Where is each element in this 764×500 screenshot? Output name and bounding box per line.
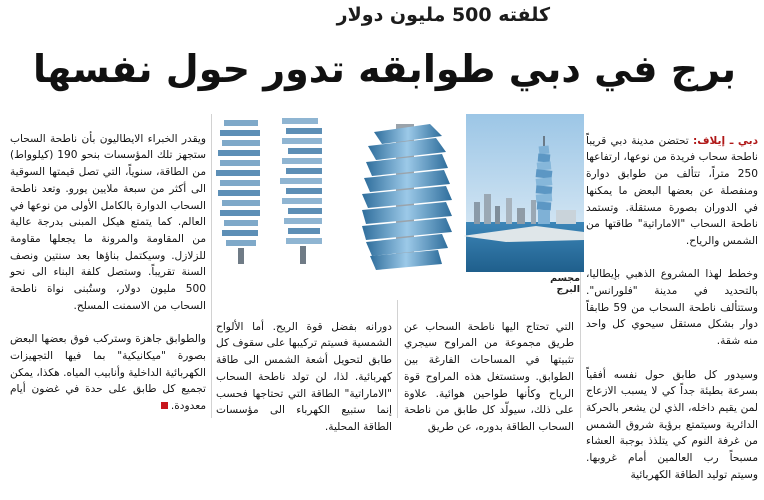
end-mark-icon — [161, 402, 168, 409]
article-column-4 — [10, 114, 206, 421]
dubai-skyline-photo — [462, 114, 584, 272]
article-column-1 — [586, 116, 759, 481]
photo-collage — [206, 114, 584, 272]
paragraph-7 — [10, 331, 206, 415]
lead-paragraph — [586, 133, 758, 250]
byline: دبي ـ إيلاف: — [692, 134, 759, 147]
paragraph-3: وسيدور كل طابق حول نفسه أفقياً بسرعة بطيئة جداً كي لا يسبب الازعاج لمن يقيم داخله، الذي لن يشعر بالحركة الدائرية وسيتمتع برؤية شروق الشمس من غرفة النوم كي يتلذذ بوجبة العشاء مسبحاً رب العالمين أمام غروبها. وسيتم توليد الطاقة الكهربائية — [586, 368, 758, 481]
column-rule — [397, 300, 398, 418]
photo-caption: مجسم البرج — [550, 273, 580, 295]
article-column-3 — [216, 302, 392, 433]
article-kicker: كلفته 500 مليون دولار — [336, 4, 550, 26]
paragraph-6: ويقدر الخبراء الايطاليون بأن ناطحة السحاب ستجهز تلك المؤسسات بنحو 190 (كيلوواط) من الطاقة، سنوياً، التي تصل قيمتها السوقية الى أكثر من سبعة ملايين يورو. وتعد ناطحة السحاب الدوارة بالكامل الأولى من نوعها في العالم. كما يتمتع هيكل المبنى بدرجة عالية من المقاومة والمرونة ما يجعلها مقاومة للزلازل. وسيكتمل بناؤها بعد سنتين ونصف السنة تقريباً. وستصل كلفة البناء الى نحو 500 مليون دولار، وستُبنى نواة ناطحة السحاب من الاسمنت المسلح. — [10, 132, 206, 312]
paragraph-4: التي تحتاج اليها ناطحة السحاب عن طريق مجموعة من المراوح سيجري تثبيتها في المساحات الفارغة بين الطوابق. وستستغل هذه المراوح قوة الرياح وكأنها طواحين هوائية. علاوة على ذلك، سيولّد كل طابق من ناطحة السحاب الطاقة بدوره، عن طريق — [404, 320, 574, 433]
lead-text: تحتضن مدينة دبي قريباً ناطحة سحاب فريدة من نوعها، ارتفاعها 250 متراً، تتألف من طوابق دوارة ومنفصلة عن بعضها البعض ما يمكنها في الدوران بصورة مستقلة. وتستمد ناطحة السحاب "الاماراتية" طاقتها من الشمس والرياح. — [586, 134, 758, 247]
tower-illustrations — [206, 114, 584, 272]
article-headline: برج في دبي طوابقه تدور حول نفسها — [32, 47, 736, 91]
tower-model-sketches — [206, 114, 342, 272]
column-rule — [211, 114, 212, 418]
closing-text: والطوابق جاهزة وستركب فوق بعضها البعض بصورة "ميكانيكية" بما فيها التجهيزات الكهربائية الداخلية وأنابيب المياه. هكذا، يمكن تجميع كل طابق على حدة في غضون أيام معدودة. — [10, 333, 206, 412]
article-column-2 — [404, 302, 574, 433]
paragraph-5: دورانه بفضل قوة الريح. أما الألواح الشمسية فسيتم تركيبها على سقوف كل طابق لتحويل أشعة الشمس الى طاقة كهربائية. لذا، لن تولد ناطحة السحاب "الاماراتية" الطاقة التي تحتاجها فحسب إنما ستبيع الكهرباء الى مؤسسات الطاقة المحلية. — [216, 320, 392, 433]
twisted-tower-render — [344, 114, 464, 272]
paragraph-2: وخطط لهذا المشروع الذهبي بإيطاليا، بالتحديد في مدينة "فلورانس". وستتألف ناطحة السحاب من 59 طابقاً دوار بشكل مستقل سيحوي كل واحد منه شقة. — [586, 268, 758, 348]
